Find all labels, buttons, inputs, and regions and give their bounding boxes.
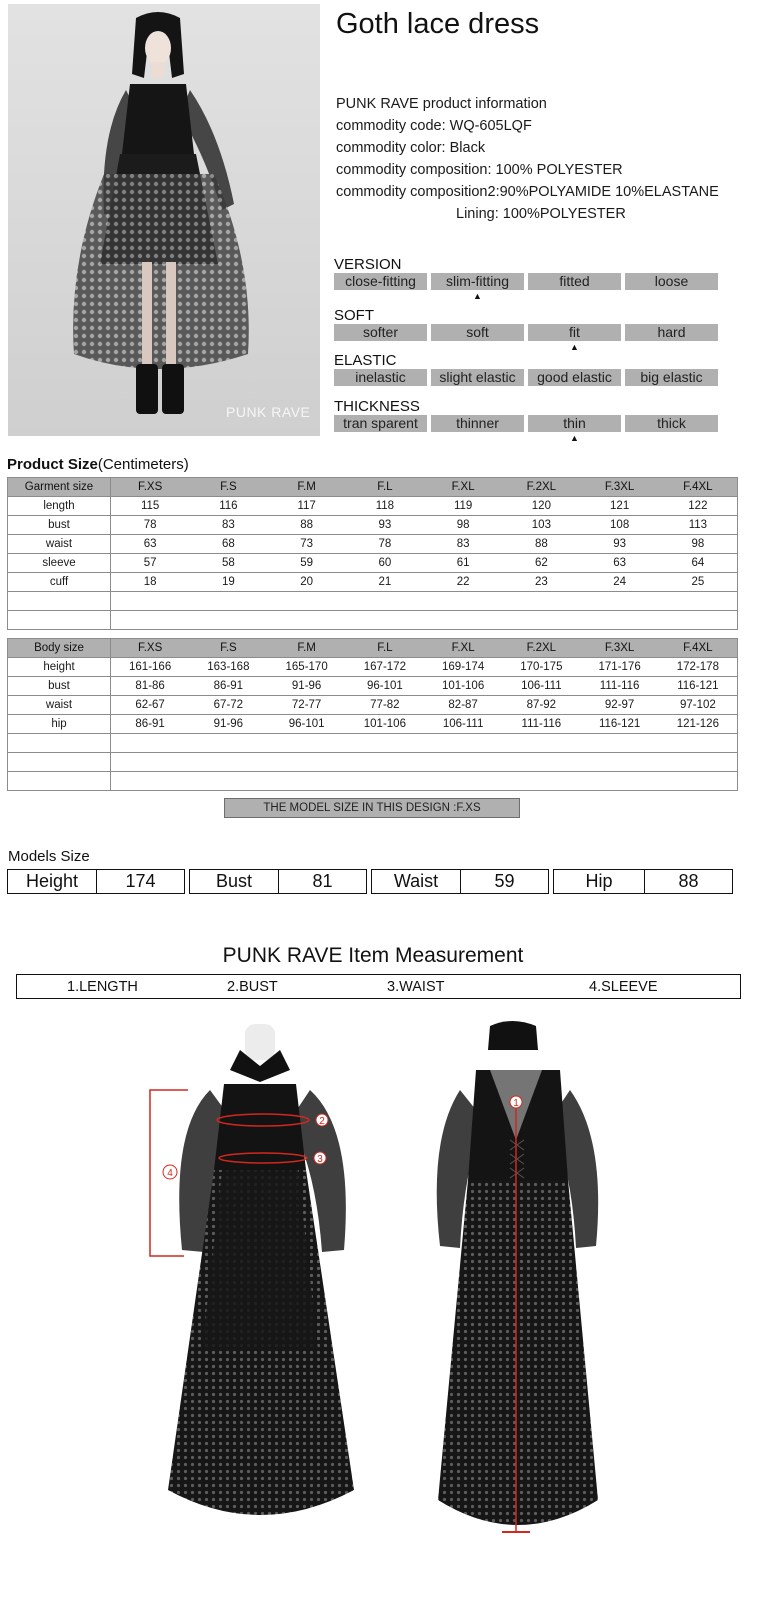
attribute-label: SOFT [334, 307, 374, 324]
table-cell: F.M [297, 642, 316, 654]
product-size-title: Product Size [7, 456, 98, 473]
marker-bust-label: 2 [319, 1116, 325, 1127]
table-cell: F.4XL [683, 642, 713, 654]
attribute-option: softer [334, 324, 427, 341]
attribute-elastic [334, 352, 718, 398]
table-cell: 172-178 [676, 661, 719, 673]
attribute-thickness [334, 398, 718, 444]
table-cell: 67-72 [213, 699, 244, 711]
table-cell: 57 [143, 557, 157, 569]
row-values [111, 734, 738, 753]
model-measure-value: 59 [460, 870, 548, 893]
row-label: bust [8, 516, 111, 535]
table-cell: 91-96 [213, 718, 244, 730]
table-cell: 103 [531, 519, 551, 531]
table-cell: 93 [613, 538, 627, 550]
model-bust [189, 869, 367, 894]
table-cell: 83 [456, 538, 470, 550]
table-cell: 108 [610, 519, 630, 531]
product-title: Goth lace dress [336, 8, 540, 40]
marker-slot [431, 432, 524, 444]
attribute-option: fitted [528, 273, 621, 290]
table-cell: F.XS [137, 481, 163, 493]
marker-slot [431, 386, 524, 398]
row-label: height [8, 658, 111, 677]
watermark: PUNK RAVE [226, 404, 311, 420]
table-cell: 23 [534, 576, 548, 588]
table-cell: F.XL [451, 481, 475, 493]
table-cell: 167-172 [363, 661, 406, 673]
table-row [8, 611, 738, 630]
attribute-options [334, 369, 718, 386]
marker-waist-label: 3 [317, 1154, 323, 1165]
table-row [8, 696, 738, 715]
table-cell: 120 [531, 500, 551, 512]
table-cell: 96-101 [288, 718, 325, 730]
measurement-title: PUNK RAVE Item Measurement [222, 944, 524, 967]
table-cell: 78 [378, 538, 392, 550]
body-size-table [7, 638, 738, 791]
row-values [111, 573, 738, 592]
model-photo [8, 4, 320, 436]
attribute-label: THICKNESS [334, 398, 420, 415]
table-cell: 119 [453, 500, 473, 512]
table-cell: 81-86 [135, 680, 165, 692]
table-row [8, 658, 738, 677]
commodity-code: commodity code: WQ-605LQF [336, 118, 532, 134]
marker-slot [528, 290, 621, 302]
row-label [8, 611, 111, 630]
table-row [8, 677, 738, 696]
table-cell: 60 [378, 557, 392, 569]
table-row [8, 753, 738, 772]
table-row [8, 715, 738, 734]
selected-marker-icon: ▲ [570, 342, 579, 352]
commodity-color: commodity color: Black [336, 140, 486, 156]
table-cell: 88 [300, 519, 314, 531]
table-cell: 93 [378, 519, 392, 531]
table-header [8, 478, 738, 497]
table-cell: 73 [300, 538, 314, 550]
row-label: waist [8, 696, 111, 715]
table-cell: F.XL [451, 642, 475, 654]
table-cell: 24 [613, 576, 627, 588]
attribute-option: soft [431, 324, 524, 341]
row-values [111, 677, 738, 696]
table-cell: 59 [300, 557, 314, 569]
table-cell: 161-166 [129, 661, 172, 673]
table-cell: 171-176 [598, 661, 641, 673]
table-cell: 87-92 [526, 699, 557, 711]
table-header [8, 639, 738, 658]
attribute-option: good elastic [528, 369, 621, 386]
header-cell: Garment size [8, 478, 111, 497]
attribute-option: fit [528, 324, 621, 341]
table-cell: 122 [688, 500, 708, 512]
table-cell: F.3XL [604, 642, 635, 654]
legend-waist: 3.WAIST [387, 979, 445, 995]
attribute-option: inelastic [334, 369, 427, 386]
attribute-label: ELASTIC [334, 352, 397, 369]
table-cell: 115 [140, 500, 160, 512]
table-cell: F.L [377, 481, 393, 493]
attribute-options [334, 273, 718, 290]
table-cell: F.2XL [526, 481, 557, 493]
attribute-option: big elastic [625, 369, 718, 386]
table-cell: F.L [377, 642, 393, 654]
table-cell: 165-170 [285, 661, 328, 673]
commodity-composition2: commodity composition2:90%POLYAMIDE 10%ELASTANE [336, 184, 719, 200]
table-cell: 88 [534, 538, 548, 550]
table-cell: 106-111 [521, 680, 562, 692]
table-cell: 170-175 [520, 661, 563, 673]
marker-slot [334, 386, 427, 398]
row-values [111, 497, 738, 516]
marker-sleeve-label: 4 [167, 1168, 173, 1179]
table-cell: 25 [691, 576, 705, 588]
row-values [111, 554, 738, 573]
product-size-unit: (Centimeters) [97, 456, 189, 473]
table-cell: 68 [221, 538, 235, 550]
table-cell: 62-67 [135, 699, 165, 711]
table-cell: 111-116 [521, 718, 562, 730]
measurement-legend [16, 974, 741, 999]
brand-line: PUNK RAVE product information [336, 96, 547, 112]
marker-length-label: 1 [513, 1098, 519, 1109]
selected-marker-icon: ▲ [570, 433, 579, 443]
table-cell: 19 [221, 576, 235, 588]
row-label: sleeve [8, 554, 111, 573]
table-cell: 92-97 [604, 699, 635, 711]
table-cell: 116 [219, 500, 238, 512]
row-label [8, 592, 111, 611]
table-cell: 163-168 [207, 661, 250, 673]
table-cell: 98 [691, 538, 705, 550]
model-size-note: THE MODEL SIZE IN THIS DESIGN :F.XS [224, 798, 520, 818]
table-cell: 98 [456, 519, 470, 531]
model-measure-name: Height [25, 871, 79, 891]
table-cell: 116-121 [677, 680, 719, 692]
table-row [8, 573, 738, 592]
row-values [111, 753, 738, 772]
table-row [8, 772, 738, 791]
garment-size-table [7, 477, 738, 630]
table-cell: F.4XL [683, 481, 713, 493]
attribute-soft [334, 307, 718, 353]
dress-back-figure [420, 1020, 620, 1560]
attribute-option: thinner [431, 415, 524, 432]
table-cell: 111-116 [599, 680, 640, 692]
table-cell: 169-174 [442, 661, 485, 673]
row-values [111, 696, 738, 715]
row-label: length [8, 497, 111, 516]
table-cell: 101-106 [363, 718, 406, 730]
table-cell: 78 [143, 519, 157, 531]
table-cell: 113 [688, 519, 708, 531]
legend-length: 1.LENGTH [67, 979, 138, 995]
attribute-options [334, 324, 718, 341]
table-cell: 116-121 [598, 718, 641, 730]
commodity-composition: commodity composition: 100% POLYESTER [336, 162, 623, 178]
table-row [8, 535, 738, 554]
table-cell: F.3XL [604, 481, 635, 493]
table-cell: 61 [456, 557, 470, 569]
table-cell: F.M [297, 481, 316, 493]
attribute-label: VERSION [334, 256, 402, 273]
table-row [8, 516, 738, 535]
header-values [111, 639, 738, 658]
attribute-options [334, 415, 718, 432]
table-cell: 91-96 [291, 680, 322, 692]
models-size-label: Models Size [8, 848, 90, 865]
attribute-option: close-fitting [334, 273, 427, 290]
header-values [111, 478, 738, 497]
model-measure-value: 174 [96, 870, 184, 893]
model-hip [553, 869, 733, 894]
table-cell: 83 [221, 519, 235, 531]
row-label [8, 772, 111, 791]
lining-label: Lining: [456, 206, 499, 222]
marker-slot [625, 386, 718, 398]
table-cell: 118 [375, 500, 395, 512]
model-measure-value: 81 [278, 870, 366, 893]
table-cell: 121-126 [676, 718, 719, 730]
model-measure-name: Bust [215, 871, 253, 891]
table-cell: 97-102 [679, 699, 716, 711]
table-cell: 77-82 [370, 699, 400, 711]
attribute-option: hard [625, 324, 718, 341]
model-height [7, 869, 185, 894]
table-cell: 121 [610, 500, 630, 512]
models-size-row [7, 869, 733, 894]
row-label [8, 753, 111, 772]
table-row [8, 592, 738, 611]
lining [336, 203, 719, 225]
table-cell: 20 [300, 576, 314, 588]
row-values [111, 611, 738, 630]
model-measure-name: Waist [393, 871, 439, 891]
marker-slot [625, 432, 718, 444]
header-cell: Body size [8, 639, 111, 658]
table-cell: 82-87 [448, 699, 478, 711]
table-cell: 96-101 [366, 680, 403, 692]
marker-slot [334, 432, 427, 444]
table-cell: 21 [378, 576, 392, 588]
table-cell: F.XS [137, 642, 163, 654]
table-row [8, 554, 738, 573]
model-waist [371, 869, 549, 894]
row-values [111, 715, 738, 734]
table-cell: 63 [613, 557, 627, 569]
marker-slot [528, 386, 621, 398]
table-cell: 86-91 [135, 718, 165, 730]
table-cell: 72-77 [291, 699, 322, 711]
row-label: waist [8, 535, 111, 554]
product-info [336, 93, 719, 225]
product-size-heading [7, 456, 189, 473]
table-cell: 63 [143, 538, 157, 550]
lining-value: 100%POLYESTER [502, 206, 626, 222]
legend-sleeve: 4.SLEEVE [589, 979, 658, 995]
table-cell: F.2XL [526, 642, 557, 654]
table-cell: 117 [297, 500, 316, 512]
table-cell: 18 [143, 576, 157, 588]
attribute-option: tran sparent [334, 415, 427, 432]
attribute-option: slim-fitting [431, 273, 524, 290]
attribute-option: slight elastic [431, 369, 524, 386]
row-label: hip [8, 715, 111, 734]
table-cell: 58 [221, 557, 235, 569]
table-row [8, 497, 738, 516]
legend-bust: 2.BUST [227, 979, 278, 995]
model-measure-value: 88 [644, 870, 732, 893]
model-measure-name: Hip [585, 871, 613, 891]
table-cell: 86-91 [213, 680, 244, 692]
row-label: cuff [8, 573, 111, 592]
table-cell: F.S [220, 481, 237, 493]
marker-slot [334, 290, 427, 302]
dress-front-figure [140, 1020, 380, 1560]
table-cell: 64 [691, 557, 705, 569]
row-label [8, 734, 111, 753]
marker-sleeve [163, 1165, 177, 1179]
table-cell: 62 [534, 557, 548, 569]
row-values [111, 772, 738, 791]
table-cell: 106-111 [442, 718, 484, 730]
table-row [8, 734, 738, 753]
attribute-version [334, 256, 718, 302]
row-values [111, 592, 738, 611]
table-cell: F.S [220, 642, 237, 654]
row-label: bust [8, 677, 111, 696]
attribute-option: thick [625, 415, 718, 432]
row-values [111, 535, 738, 554]
marker-slot [625, 290, 718, 302]
row-values [111, 516, 738, 535]
table-cell: 22 [456, 576, 470, 588]
attribute-option: thin [528, 415, 621, 432]
row-values [111, 658, 738, 677]
attribute-option: loose [625, 273, 718, 290]
table-cell: 101-106 [442, 680, 485, 692]
selected-marker-icon: ▲ [473, 291, 482, 301]
